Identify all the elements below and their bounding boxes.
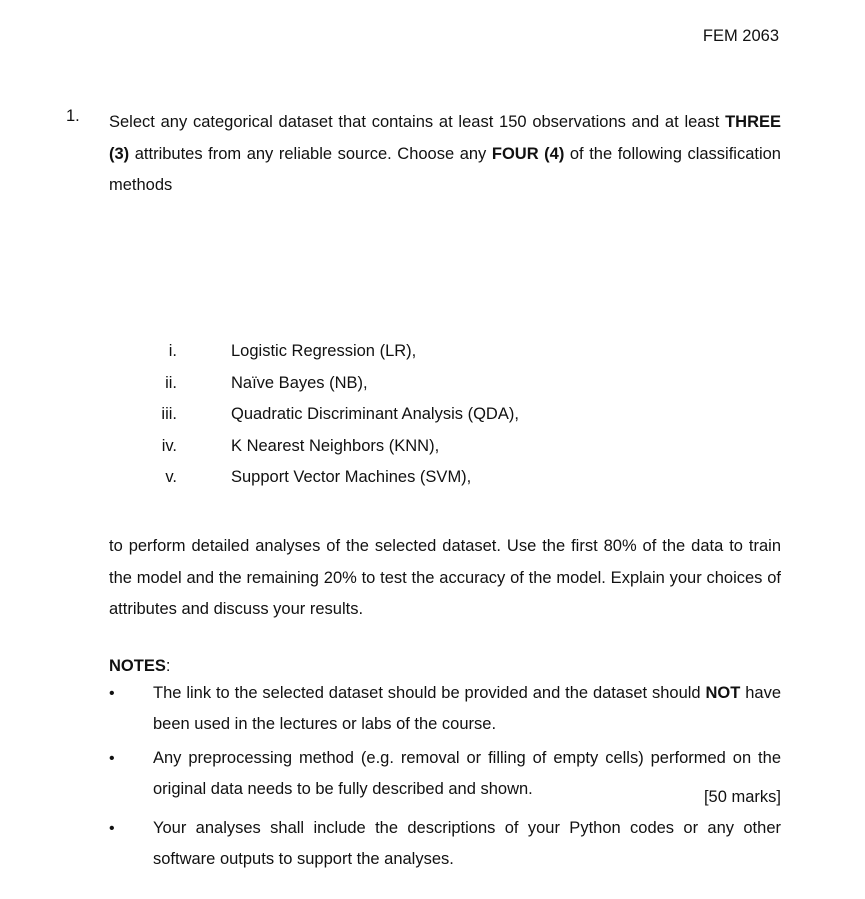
method-item [109, 341, 781, 373]
method-number: iii. [161, 405, 177, 423]
method-label: Quadratic Discriminant Analysis (QDA), [231, 405, 519, 423]
intro-part2: attributes from any reliable source. Choose any [129, 144, 492, 163]
method-label: Naïve Bayes (NB), [231, 373, 368, 392]
notes-heading-label: NOTES [109, 657, 166, 675]
bullet-icon: • [109, 684, 115, 702]
course-code: FEM 2063 [702, 27, 779, 45]
method-label: Logistic Regression (LR), [231, 342, 417, 360]
notes-heading [109, 657, 170, 676]
method-item [109, 373, 781, 405]
note-item [109, 813, 781, 876]
note-item [109, 678, 781, 741]
bullet-icon: • [109, 819, 115, 837]
note-text [153, 678, 781, 741]
methods-list [109, 341, 781, 499]
question-intro [109, 107, 781, 202]
method-item [109, 467, 781, 499]
notes-heading-colon: : [165, 657, 171, 675]
bullet-icon: • [109, 749, 115, 767]
note-text [153, 743, 781, 806]
method-label: K Nearest Neighbors (KNN), [231, 436, 440, 455]
note-bold: NOT [705, 683, 741, 702]
note-pre: Your analyses shall include the descriptions of your Python codes or any other software outputs to support the analyses. [153, 818, 781, 868]
note-pre: The link to the selected dataset should be provided and the dataset should [153, 683, 706, 702]
method-label: Support Vector Machines (SVM), [231, 468, 472, 486]
note-item [109, 743, 781, 806]
intro-bold-three: THREE (3) [109, 113, 781, 163]
intro-part1: Select any categorical dataset that contains at least 150 observations and at least [109, 113, 720, 131]
question-number: 1. [66, 107, 80, 125]
note-post: have been used in the lectures or labs of the course. [153, 683, 781, 733]
method-item [109, 404, 781, 436]
method-number: i. [168, 342, 177, 360]
marks-label: [50 marks] [703, 788, 781, 806]
method-number: ii. [165, 373, 177, 392]
task-paragraph: to perform detailed analyses of the selected dataset. Use the first 80% of the data to train the model and the remaining 20% to test the accuracy of the model. Explain your choices of attributes and discuss your results. [109, 537, 781, 618]
intro-part3: of the following classification methods [109, 144, 781, 194]
note-text [153, 813, 781, 876]
method-item [109, 436, 781, 468]
method-number: v. [165, 468, 177, 486]
intro-bold-four: FOUR (4) [491, 144, 565, 163]
method-number: iv. [161, 436, 177, 455]
note-pre: Any preprocessing method (e.g. removal or filling of empty cells) performed on the original data needs to be fully described and shown. [153, 748, 781, 798]
